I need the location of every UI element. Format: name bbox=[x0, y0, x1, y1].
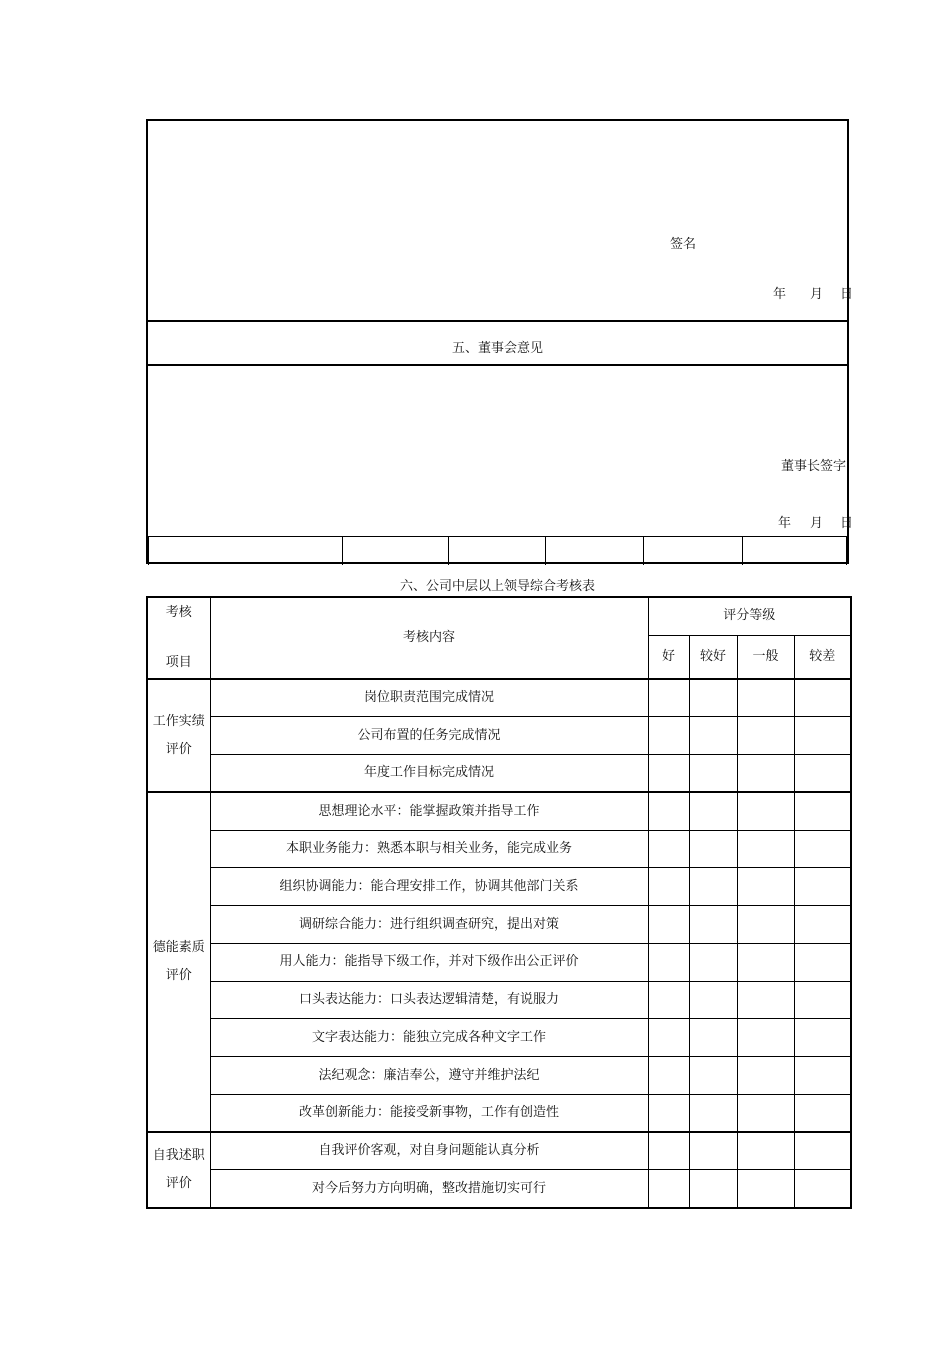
criterion-cell: 改革创新能力：能接受新事物，工作有创造性 bbox=[210, 1094, 648, 1132]
rating-input-cell[interactable] bbox=[794, 981, 851, 1019]
date-day-label: 日 bbox=[840, 516, 854, 531]
date-month-label: 月 bbox=[810, 516, 824, 531]
criterion-cell: 对今后努力方向明确，整改措施切实可行 bbox=[210, 1170, 648, 1208]
rating-input-cell[interactable] bbox=[737, 1132, 794, 1170]
header-item-cell bbox=[147, 597, 210, 679]
rating-input-cell[interactable] bbox=[689, 1057, 737, 1095]
rating-input-cell[interactable] bbox=[648, 1132, 689, 1170]
rating-input-cell[interactable] bbox=[648, 1094, 689, 1132]
rating-input-cell[interactable] bbox=[794, 717, 851, 755]
section-divider bbox=[148, 364, 847, 366]
rating-input-cell[interactable] bbox=[648, 1019, 689, 1057]
rating-input-cell[interactable] bbox=[737, 792, 794, 830]
rating-header-good: 好 bbox=[648, 635, 689, 679]
rating-input-cell[interactable] bbox=[689, 981, 737, 1019]
rating-input-cell[interactable] bbox=[737, 679, 794, 717]
criterion-cell: 口头表达能力：口头表达逻辑清楚，有说服力 bbox=[210, 981, 648, 1019]
empty-cell bbox=[743, 537, 847, 565]
rating-input-cell[interactable] bbox=[648, 717, 689, 755]
rating-input-cell[interactable] bbox=[648, 981, 689, 1019]
rating-input-cell[interactable] bbox=[689, 830, 737, 868]
rating-input-cell[interactable] bbox=[794, 906, 851, 944]
criterion-cell: 调研综合能力：进行组织调查研究，提出对策 bbox=[210, 906, 648, 944]
rating-input-cell[interactable] bbox=[737, 830, 794, 868]
rating-header-poor: 较差 bbox=[794, 635, 851, 679]
rating-input-cell[interactable] bbox=[648, 755, 689, 793]
rating-input-cell[interactable] bbox=[794, 792, 851, 830]
date-year-label: 年 bbox=[773, 287, 787, 302]
header-item-top: 考核 bbox=[165, 605, 192, 620]
date-year-label: 年 bbox=[778, 516, 792, 531]
table-row bbox=[147, 1094, 851, 1132]
table-row bbox=[147, 717, 851, 755]
rating-input-cell[interactable] bbox=[689, 792, 737, 830]
rating-header-average: 一般 bbox=[737, 635, 794, 679]
category-cell bbox=[147, 1132, 210, 1208]
criterion-cell: 法纪观念：廉洁奉公，遵守并维护法纪 bbox=[210, 1057, 648, 1095]
rating-input-cell[interactable] bbox=[648, 1057, 689, 1095]
rating-input-cell[interactable] bbox=[737, 943, 794, 981]
rating-input-cell[interactable] bbox=[648, 906, 689, 944]
rating-input-cell[interactable] bbox=[794, 1057, 851, 1095]
date-month-label: 月 bbox=[810, 287, 824, 302]
rating-input-cell[interactable] bbox=[648, 792, 689, 830]
rating-input-cell[interactable] bbox=[737, 1170, 794, 1208]
header-rating-group: 评分等级 bbox=[648, 597, 851, 635]
table-row bbox=[147, 1170, 851, 1208]
criterion-cell: 组织协调能力：能合理安排工作，协调其他部门关系 bbox=[210, 868, 648, 906]
empty-cell bbox=[449, 537, 547, 565]
category-label-line2: 评价 bbox=[165, 968, 192, 984]
rating-input-cell[interactable] bbox=[737, 1057, 794, 1095]
section5-title: 五、董事会意见 bbox=[451, 341, 543, 356]
header-item-bottom: 项目 bbox=[165, 655, 192, 671]
table-title: 六、公司中层以上领导综合考核表 bbox=[399, 579, 595, 594]
rating-input-cell[interactable] bbox=[737, 906, 794, 944]
category-cell bbox=[147, 792, 210, 1132]
rating-input-cell[interactable] bbox=[737, 755, 794, 793]
criterion-cell: 用人能力：能指导下级工作，并对下级作出公正评价 bbox=[210, 943, 648, 981]
criterion-cell: 岗位职责范围完成情况 bbox=[210, 679, 648, 717]
rating-input-cell[interactable] bbox=[689, 717, 737, 755]
rating-input-cell[interactable] bbox=[689, 679, 737, 717]
rating-input-cell[interactable] bbox=[794, 943, 851, 981]
chairman-signature-label: 董事长签字 bbox=[781, 459, 847, 474]
header-content: 考核内容 bbox=[402, 630, 455, 646]
table-row bbox=[147, 1132, 851, 1170]
assessment-table bbox=[146, 596, 852, 1209]
date-day-label: 日 bbox=[840, 287, 854, 302]
category-label-line1: 工作实绩 bbox=[152, 713, 205, 729]
empty-cell bbox=[343, 537, 449, 565]
table-row bbox=[147, 906, 851, 944]
rating-input-cell[interactable] bbox=[737, 981, 794, 1019]
rating-input-cell[interactable] bbox=[689, 755, 737, 793]
rating-input-cell[interactable] bbox=[794, 755, 851, 793]
empty-cell bbox=[148, 537, 343, 565]
empty-cell bbox=[546, 537, 644, 565]
rating-input-cell[interactable] bbox=[648, 830, 689, 868]
rating-input-cell[interactable] bbox=[648, 679, 689, 717]
rating-input-cell[interactable] bbox=[689, 943, 737, 981]
category-cell bbox=[147, 679, 210, 792]
rating-input-cell[interactable] bbox=[794, 1094, 851, 1132]
category-label-line1: 自我述职 bbox=[152, 1147, 205, 1163]
criterion-cell: 本职业务能力：熟悉本职与相关业务，能完成业务 bbox=[210, 830, 648, 868]
empty-cell bbox=[644, 537, 743, 565]
rating-input-cell[interactable] bbox=[794, 679, 851, 717]
table-row bbox=[147, 755, 851, 793]
table-row bbox=[147, 792, 851, 830]
table-row bbox=[147, 830, 851, 868]
rating-input-cell[interactable] bbox=[648, 1170, 689, 1208]
table-row bbox=[147, 1057, 851, 1095]
rating-input-cell[interactable] bbox=[689, 1094, 737, 1132]
criterion-cell: 年度工作目标完成情况 bbox=[210, 755, 648, 793]
rating-input-cell[interactable] bbox=[689, 1170, 737, 1208]
table-row bbox=[147, 868, 851, 906]
rating-input-cell[interactable] bbox=[737, 1094, 794, 1132]
criterion-cell: 公司布置的任务完成情况 bbox=[210, 717, 648, 755]
table-row bbox=[147, 943, 851, 981]
rating-input-cell[interactable] bbox=[794, 1170, 851, 1208]
rating-header-fairly-good: 较好 bbox=[689, 635, 737, 679]
header-content-cell bbox=[210, 597, 648, 679]
signature-label: 签名 bbox=[670, 237, 697, 252]
opinion-block bbox=[146, 119, 854, 564]
table-row bbox=[147, 679, 851, 717]
rating-input-cell[interactable] bbox=[737, 1019, 794, 1057]
rating-input-cell[interactable] bbox=[689, 1019, 737, 1057]
criterion-cell: 自我评价客观，对自身问题能认真分析 bbox=[210, 1132, 648, 1170]
rating-input-cell[interactable] bbox=[737, 868, 794, 906]
category-label-line1: 德能素质 bbox=[152, 940, 205, 956]
rating-input-cell[interactable] bbox=[689, 1132, 737, 1170]
rating-input-cell[interactable] bbox=[737, 717, 794, 755]
rating-input-cell[interactable] bbox=[794, 1132, 851, 1170]
criterion-cell: 文字表达能力：能独立完成各种文字工作 bbox=[210, 1019, 648, 1057]
category-label-line2: 评价 bbox=[165, 741, 192, 757]
rating-input-cell[interactable] bbox=[689, 906, 737, 944]
rating-input-cell[interactable] bbox=[648, 943, 689, 981]
section-divider bbox=[148, 320, 847, 322]
category-label-line2: 评价 bbox=[165, 1175, 192, 1191]
rating-input-cell[interactable] bbox=[794, 830, 851, 868]
rating-input-cell[interactable] bbox=[648, 868, 689, 906]
rating-input-cell[interactable] bbox=[794, 1019, 851, 1057]
empty-row bbox=[148, 536, 847, 565]
rating-input-cell[interactable] bbox=[689, 868, 737, 906]
table-row bbox=[147, 981, 851, 1019]
table-row bbox=[147, 1019, 851, 1057]
rating-input-cell[interactable] bbox=[794, 868, 851, 906]
criterion-cell: 思想理论水平：能掌握政策并指导工作 bbox=[210, 792, 648, 830]
